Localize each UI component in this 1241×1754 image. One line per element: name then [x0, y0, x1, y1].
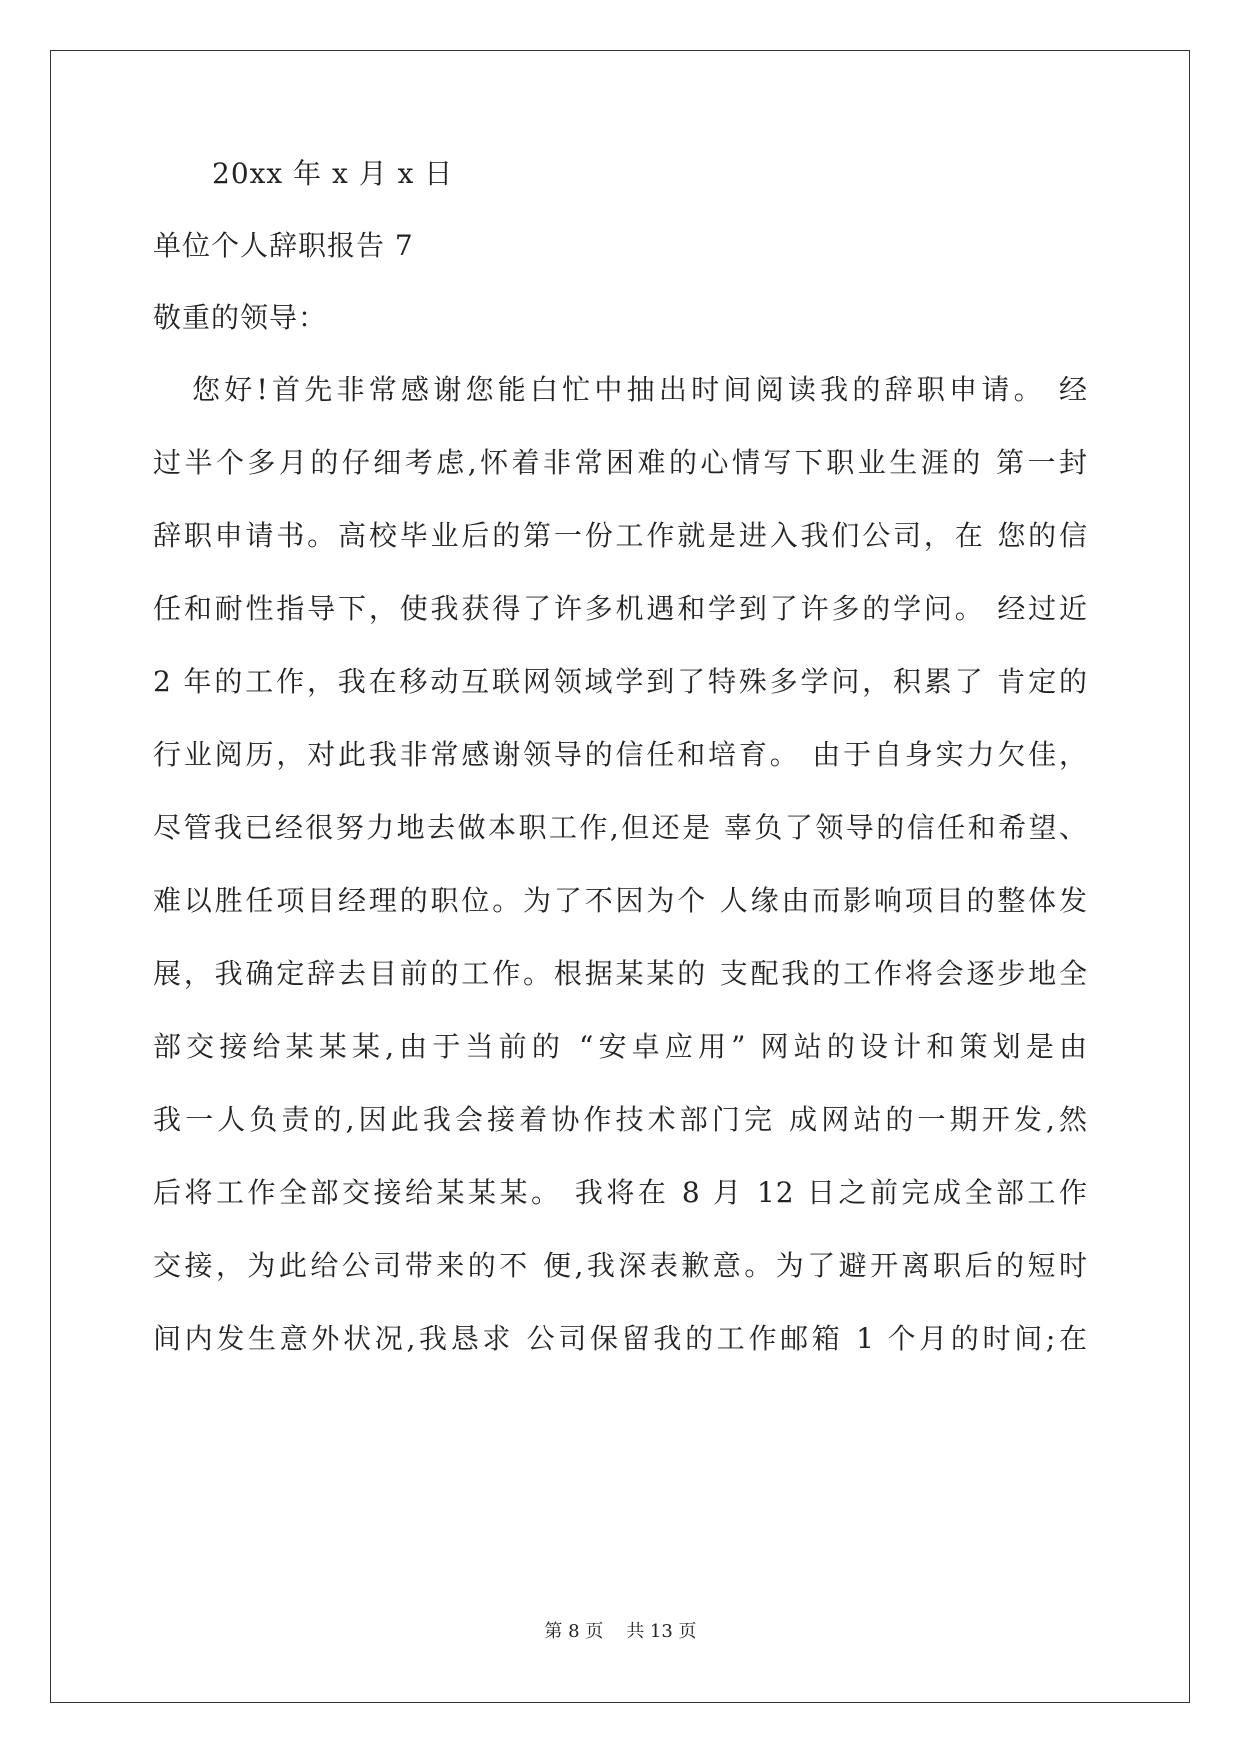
body-line: 展，我确定辞去目前的工作。根据某某的 支配我的工作将会逐步地全: [153, 957, 1088, 990]
body-line: 2 年的工作，我在移动互联网领域学到了特殊多学问，积累了 肯定的: [153, 665, 1088, 698]
body-line: 您好!首先非常感谢您能白忙中抽出时间阅读我的辞职申请。 经: [192, 373, 1088, 406]
body-line: 辞职申请书。高校毕业后的第一份工作就是进入我们公司，在 您的信: [153, 519, 1088, 552]
body-line: 后将工作全部交接给某某某。 我将在 8 月 12 日之前完成全部工作: [153, 1176, 1088, 1209]
body-line: 尽管我已经很努力地去做本职工作,但还是 辜负了领导的信任和希望、: [153, 811, 1088, 844]
body-line: 间内发生意外状况,我恳求 公司保留我的工作邮箱 1 个月的时间;在: [153, 1322, 1088, 1355]
page-footer: 第 8 页 共 13 页: [544, 1621, 697, 1642]
body-line: 行业阅历，对此我非常感谢领导的信任和培育。 由于自身实力欠佳，: [153, 738, 1088, 771]
body-line: 交接，为此给公司带来的不 便,我深表歉意。为了避开离职后的短时: [153, 1249, 1088, 1282]
body-line: 部交接给某某某,由于当前的 “安卓应用” 网站的设计和策划是由: [153, 1030, 1088, 1063]
salutation: 敬重的领导：: [153, 301, 328, 334]
body-line: 过半个多月的仔细考虑,怀着非常困难的心情写下职业生涯的 第一封: [153, 446, 1088, 479]
body-line: 我一人负责的,因此我会接着协作技术部门完 成网站的一期开发,然: [153, 1103, 1088, 1136]
body-line: 任和耐性指导下，使我获得了许多机遇和学到了许多的学问。 经过近: [153, 592, 1088, 625]
document-heading: 单位个人辞职报告 7: [153, 229, 414, 262]
date-line: 20xx 年 x 月 x 日: [212, 157, 454, 190]
body-line: 难以胜任项目经理的职位。为了不因为个 人缘由而影响项目的整体发: [153, 884, 1088, 917]
